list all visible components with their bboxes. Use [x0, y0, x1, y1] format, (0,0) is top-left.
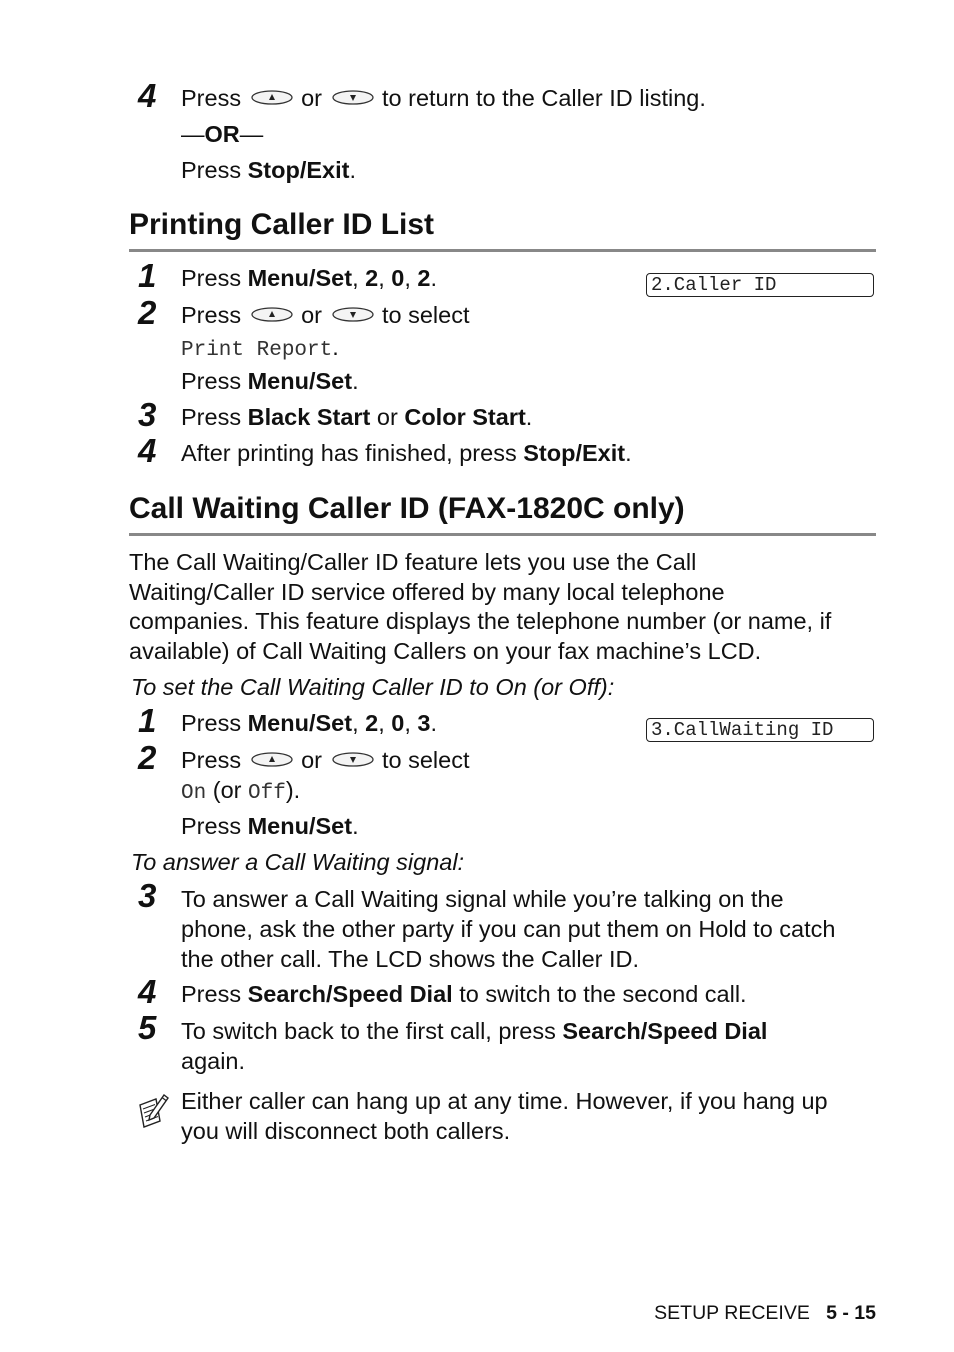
up-arrow-key-icon: [251, 752, 293, 767]
step-text: [181, 87, 706, 111]
press-label: Press: [181, 85, 242, 111]
step-number: 2: [138, 294, 157, 331]
step-number: 4: [138, 973, 157, 1010]
step-text: To switch back to the first call, press Search/Speed Dial again.: [181, 1018, 768, 1074]
lcd-display: 2.Caller ID: [646, 273, 874, 297]
step-text: Press Search/Speed Dial to switch to the second call.: [181, 981, 747, 1007]
step-number: 4: [138, 432, 157, 469]
lcd-option-off: Off: [248, 782, 286, 805]
or-label: or: [301, 85, 322, 111]
step-text: Press Stop/Exit.: [181, 157, 356, 183]
down-arrow-key-icon: [332, 307, 374, 322]
step-number: 3: [138, 396, 157, 433]
up-arrow-key-icon: [251, 90, 293, 105]
step-number: 2: [138, 739, 157, 776]
step-text: Press Menu/Set.: [181, 813, 359, 839]
lcd-option-on: On: [181, 782, 207, 805]
step-text: Press or to select: [181, 302, 470, 328]
step-number: 3: [138, 877, 157, 914]
page-footer: [654, 1302, 876, 1325]
step-number: 4: [138, 77, 157, 114]
section-title-printing-caller-id: Printing Caller ID List: [129, 208, 435, 241]
down-arrow-key-icon: [332, 90, 374, 105]
step-rest: to return to the Caller ID listing.: [381, 85, 706, 111]
lcd-display: 3.CallWaiting ID: [646, 718, 874, 742]
up-arrow-key-icon: [251, 307, 293, 322]
step-option: Print Report.: [181, 334, 339, 362]
step-text: Press Menu/Set, 2, 0, 2.: [181, 265, 438, 291]
step-text: Press Black Start or Color Start.: [181, 404, 533, 430]
step-option: On (or Off).: [181, 777, 301, 805]
step-text: Press Menu/Set, 2, 0, 3.: [181, 710, 438, 736]
intro-paragraph: The Call Waiting/Caller ID feature lets you use the Call Waiting/Caller ID service offered by many local telephone companies. This feature displays the telephone number (or name, if available) of Call Waiting Callers on your fax machine’s LCD.: [129, 549, 832, 664]
step-number: 1: [138, 257, 157, 294]
down-arrow-key-icon: [332, 752, 374, 767]
footer-section: SETUP RECEIVE: [654, 1302, 810, 1324]
step-text: To answer a Call Waiting signal while you’re talking on the phone, ask the other party if you can put them on Hold to catch the other call. The LCD shows the Caller ID.: [181, 886, 836, 972]
lcd-option-print-report: Print Report: [181, 339, 333, 362]
step-text: Press or to select: [181, 747, 470, 773]
step-number: 5: [138, 1009, 157, 1046]
or-separator: —OR—: [181, 121, 264, 147]
section-title-call-waiting-caller-id: Call Waiting Caller ID (FAX-1820C only): [129, 492, 685, 525]
note-text: Either caller can hang up at any time. However, if you hang up you will disconnect both callers.: [181, 1088, 828, 1144]
subheading-set-call-waiting: To set the Call Waiting Caller ID to On (or Off):: [131, 674, 615, 700]
stop-exit-key: Stop/Exit: [247, 157, 350, 183]
step-text: Press Menu/Set.: [181, 368, 359, 394]
step-number: 1: [138, 702, 157, 739]
subheading-answer-call-waiting: To answer a Call Waiting signal:: [131, 849, 465, 875]
note-pencil-icon: [136, 1091, 172, 1133]
section-rule: [129, 533, 876, 536]
page-number: 5 - 15: [826, 1302, 876, 1324]
section-rule: [129, 249, 876, 252]
step-text: After printing has finished, press Stop/Exit.: [181, 440, 632, 466]
